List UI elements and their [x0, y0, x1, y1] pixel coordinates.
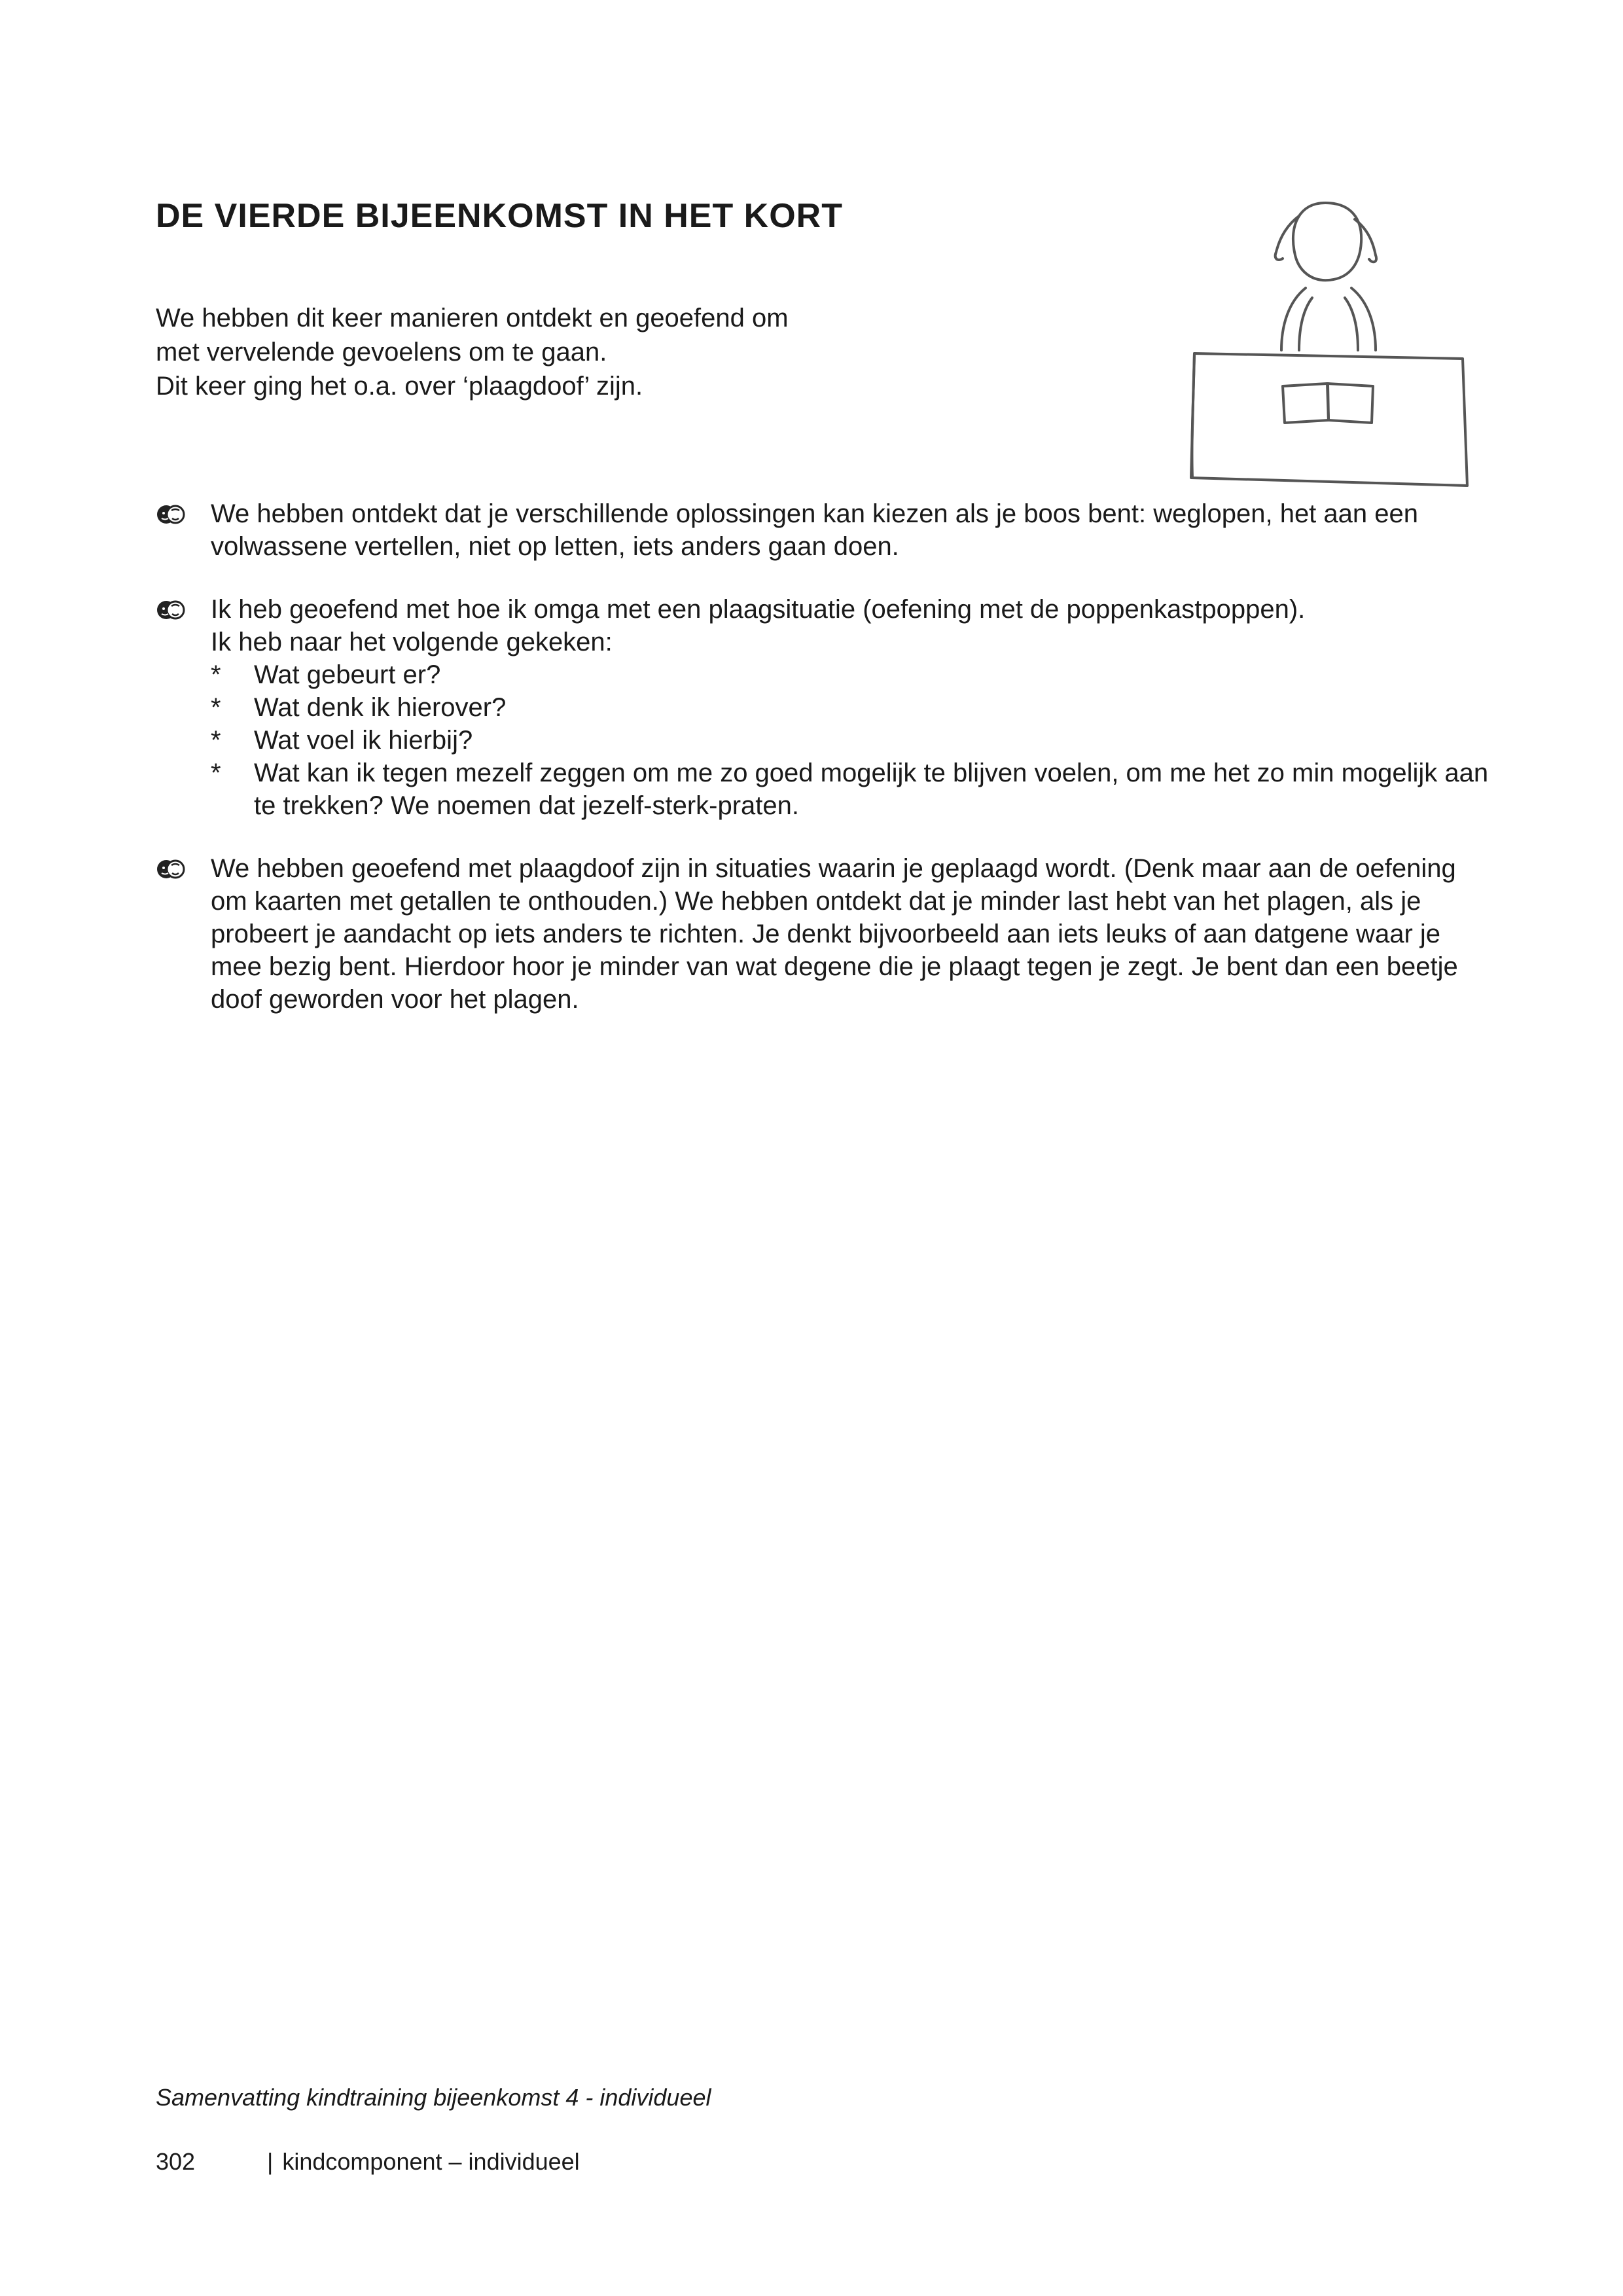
children-faces-icon [156, 597, 186, 623]
footer-separator: | [267, 2148, 274, 2175]
page-footer [156, 2148, 580, 2176]
sub-list-item [211, 724, 1491, 757]
footer-section: kindcomponent – individueel [282, 2148, 580, 2175]
children-faces-icon [156, 501, 186, 528]
intro-line: Dit keer ging het o.a. over ‘plaagdoof’ zijn. [156, 372, 643, 401]
sub-list-item [211, 757, 1491, 822]
list-item [156, 593, 1491, 822]
sub-list-item [211, 658, 1491, 691]
sub-list [211, 658, 1491, 822]
sub-list-text: Wat voel ik hierbij? [254, 726, 473, 755]
sub-list-item [211, 691, 1491, 724]
sub-list-text: Wat kan ik tegen mezelf zeggen om me zo goed mogelijk te blijven voelen, om me het zo min mogelijk aan te trekken? We noemen dat jezelf-sterk-praten. [254, 759, 1489, 820]
footer-caption: Samenvatting kindtraining bijeenkomst 4 - individueel [156, 2084, 711, 2111]
list-item [156, 852, 1491, 1016]
bullet-text: We hebben geoefend met plaagdoof zijn in situaties waarin je geplaagd wordt. (Denk maar aan de oefening om kaarten met getallen te onthouden.) We hebben ontdekt dat je minder last hebt van het plagen, als je probeert je aandacht op iets anders te richten. Je denkt bijvoorbeeld aan iets leuks of aan datgene waar je mee bezig bent. Hierdoor hoor je minder van wat degene die je plaagt tegen je zegt. Je bent dan een beetje doof geworden voor het plagen. [211, 854, 1458, 1014]
intro-text [156, 301, 1007, 403]
bullet-text-2: Ik heb naar het volgende gekeken: [211, 628, 613, 656]
sub-list-text: Wat gebeurt er? [254, 660, 441, 689]
asterisk: * [211, 660, 221, 689]
sub-list-text: Wat denk ik hierover? [254, 693, 507, 722]
list-item [156, 497, 1491, 563]
children-faces-icon [156, 856, 186, 882]
bullet-text: Ik heb geoefend met hoe ik omga met een plaagsituatie (oefening met de poppenkastpoppen). [211, 595, 1306, 624]
page-number: 302 [156, 2148, 196, 2175]
intro-line: met vervelende gevoelens om te gaan. [156, 338, 607, 367]
asterisk: * [211, 726, 221, 755]
intro-line: We hebben dit keer manieren ontdekt en geoefend om [156, 304, 789, 332]
bullet-list [156, 497, 1491, 1046]
asterisk: * [211, 693, 221, 722]
girl-at-table-reading-book-icon [1165, 190, 1479, 491]
asterisk: * [211, 759, 221, 787]
bullet-text: We hebben ontdekt dat je verschillende oplossingen kan kiezen als je boos bent: weglopen, het aan een volwassene vertellen, niet op letten, iets anders gaan doen. [211, 499, 1418, 561]
page-title: DE VIERDE BIJEENKOMST IN HET KORT [156, 197, 843, 235]
